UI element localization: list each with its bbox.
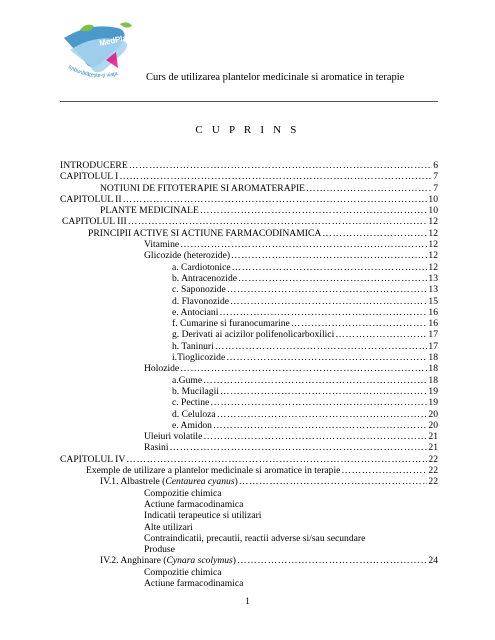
toc-entry-page: 20	[428, 419, 438, 431]
toc-entry[interactable]	[60, 194, 438, 205]
toc-entry[interactable]	[60, 465, 438, 476]
toc-entry-label: Uleiuri volatile	[144, 431, 203, 443]
toc-heading: C U P R I N S	[195, 124, 300, 136]
toc-entry-label: CAPITOLUL IV	[60, 453, 126, 465]
toc-entry-label: g. Derivati ai acizilor polifenolicarboxilici	[172, 329, 335, 341]
toc-subentry[interactable]: Compozitie chimica	[144, 566, 222, 578]
toc-entry[interactable]	[60, 476, 438, 487]
toc-entry-page: 6	[433, 160, 438, 171]
toc-entry-page: 22	[428, 476, 438, 488]
toc-leader	[217, 409, 428, 420]
toc-entry-label: Exemple de utilizare a plantelor medicinale si aromatice in terapie	[86, 465, 341, 477]
toc-entry-page: 13	[428, 284, 438, 296]
toc-leader	[238, 273, 427, 284]
toc-entry-label: c. Saponozide	[172, 284, 226, 296]
toc-entry[interactable]	[60, 386, 438, 397]
toc-entry-label: d. Celuloza	[172, 408, 216, 420]
toc-entry-label: d. Flavonozide	[172, 295, 230, 307]
toc-leader	[227, 284, 428, 295]
toc-entry-page: 18	[428, 374, 438, 386]
toc-entry-page: 18	[428, 363, 438, 375]
toc-entry[interactable]	[60, 318, 438, 329]
toc-entry-label: e. Antociani	[172, 306, 219, 318]
toc-entry[interactable]	[60, 239, 438, 250]
toc-entry-label: e. Amidon	[172, 419, 212, 431]
toc-entry-label: Glicozide (heterozide)	[144, 250, 231, 262]
toc-entry-page: 7	[433, 182, 438, 194]
toc-entry-page: 20	[428, 408, 438, 420]
toc-entry[interactable]	[60, 262, 438, 273]
toc-entry-label: CAPITOLUL II	[60, 193, 122, 205]
toc-leader	[232, 262, 428, 273]
toc-entry-label: a. Cardiotonice	[172, 261, 231, 273]
toc-subentry[interactable]: Actiune farmacodinamica	[144, 498, 244, 510]
toc-entry-page: 10	[428, 205, 438, 217]
toc-leader	[180, 239, 427, 250]
toc-subentry[interactable]: Produse	[144, 544, 175, 556]
toc-entry-label: CAPITOLUL I	[60, 171, 119, 183]
toc-entry-label: PLANTE MEDICINALE	[100, 205, 199, 217]
toc-entry-page: 12	[428, 216, 438, 228]
toc-entry-label: NOTIUNI DE FITOTERAPIE SI AROMATERAPIE	[100, 182, 306, 194]
toc-entry[interactable]	[60, 454, 438, 465]
toc-entry-label: i.Tioglicozide	[172, 352, 226, 364]
toc-subentry[interactable]: Contraindicatii, precautii, reactii adverse si/sau secundare	[144, 532, 366, 544]
table-of-contents	[60, 160, 438, 589]
toc-leader	[231, 250, 427, 261]
toc-leader	[123, 194, 428, 205]
toc-entry-page: 21	[428, 442, 438, 454]
toc-entry-label: PRINCIPII ACTIVE SI ACTIUNE FARMACODINAMICA	[88, 227, 322, 239]
toc-entry[interactable]	[60, 183, 438, 194]
toc-leader	[335, 329, 427, 340]
toc-entry[interactable]	[60, 555, 438, 566]
toc-leader	[126, 454, 427, 465]
toc-leader	[128, 216, 428, 227]
toc-entry-page: 15	[428, 295, 438, 307]
toc-leader	[341, 465, 427, 476]
toc-entry-label: c. Pectine	[172, 397, 210, 409]
toc-entry-page: 22	[428, 465, 438, 477]
toc-entry-page: 16	[428, 306, 438, 318]
toc-entry[interactable]	[60, 250, 438, 261]
toc-leader	[213, 420, 427, 431]
toc-leader	[203, 375, 427, 386]
toc-entry[interactable]	[60, 205, 438, 216]
toc-entry-page: 17	[428, 329, 438, 341]
toc-entry-label: INTRODUCERE	[60, 160, 128, 171]
toc-entry-label: h. Taninuri	[172, 340, 214, 352]
toc-leader	[180, 363, 427, 374]
toc-leader	[203, 431, 427, 442]
toc-leader	[119, 171, 432, 182]
toc-leader	[170, 442, 428, 453]
toc-subentry[interactable]: Compozitie chimica	[144, 487, 222, 499]
toc-entry[interactable]	[60, 397, 438, 408]
toc-entry-label: Rasini	[144, 442, 169, 454]
toc-entry[interactable]	[60, 431, 438, 442]
toc-leader	[237, 555, 427, 566]
toc-entry[interactable]	[60, 307, 438, 318]
toc-entry-page: 19	[428, 385, 438, 397]
toc-leader	[322, 228, 427, 239]
toc-entry-page: 12	[428, 227, 438, 239]
toc-leader	[239, 476, 428, 487]
toc-subentry[interactable]: Actiune farmacodinamica	[144, 577, 244, 589]
toc-leader	[215, 341, 428, 352]
toc-entry-label: Holozide	[144, 363, 180, 375]
toc-leader	[220, 386, 428, 397]
course-title: Curs de utilizarea plantelor medicinale si aromatice in terapie	[146, 72, 405, 83]
toc-entry-label: Vitamine	[144, 239, 180, 251]
toc-entry-page: 17	[428, 340, 438, 352]
toc-subentry[interactable]: Indicatii terapeutice si utilizari	[144, 510, 262, 522]
toc-leader	[226, 352, 427, 363]
toc-entry[interactable]	[60, 228, 438, 239]
toc-entry[interactable]	[60, 442, 438, 453]
toc-entry-page: 22	[428, 453, 438, 465]
logo-slogan: Imbunătăţeşte-ţi viaţa	[67, 64, 119, 80]
toc-leader	[230, 296, 427, 307]
toc-leader	[129, 160, 433, 171]
toc-entry[interactable]	[60, 329, 438, 340]
toc-entry[interactable]	[60, 420, 438, 431]
toc-entry[interactable]	[60, 160, 438, 171]
toc-entry[interactable]	[60, 284, 438, 295]
toc-entry-page: 12	[428, 239, 438, 251]
toc-entry-page: 24	[428, 555, 438, 567]
toc-entry-label: IV.1. Albastrele (Centaurea cyanus)	[100, 476, 238, 488]
toc-leader	[200, 205, 428, 216]
toc-entry[interactable]	[60, 171, 438, 182]
toc-leader	[291, 318, 428, 329]
page-number: 1	[245, 596, 250, 607]
toc-entry-page: 7	[433, 171, 438, 183]
toc-entry[interactable]	[60, 375, 438, 386]
toc-entry-label: CAPITOLUL III	[62, 216, 127, 228]
toc-entry[interactable]	[60, 341, 438, 352]
toc-entry[interactable]	[60, 216, 438, 227]
toc-entry-label: b. Mucilagii	[172, 385, 219, 397]
toc-entry[interactable]	[60, 363, 438, 374]
toc-entry-label: a.Gume	[172, 374, 203, 386]
toc-entry-page: 13	[428, 272, 438, 284]
medplanet-logo	[60, 20, 150, 88]
toc-entry-page: 10	[428, 193, 438, 205]
toc-entry-label: b. Antracenozide	[172, 272, 237, 284]
toc-leader	[306, 183, 432, 194]
toc-entry-page: 12	[428, 250, 438, 262]
header-divider	[60, 101, 438, 102]
svg-text:MedPlaNet: MedPlaNet	[98, 30, 141, 48]
toc-entry-label: f. Cumarine si furanocumarine	[172, 318, 290, 330]
toc-entry[interactable]	[60, 409, 438, 420]
toc-entry-page: 16	[428, 318, 438, 330]
toc-leader	[210, 397, 427, 408]
toc-entry-page: 12	[428, 261, 438, 273]
toc-entry-page: 19	[428, 397, 438, 409]
toc-subentry[interactable]: Alte utilizari	[144, 521, 193, 533]
toc-entry[interactable]	[60, 352, 438, 363]
toc-entry-label: IV.2. Anghinare (Cynara scolymus)	[100, 555, 236, 567]
toc-entry[interactable]	[60, 273, 438, 284]
toc-entry[interactable]	[60, 296, 438, 307]
toc-entry-page: 21	[428, 431, 438, 443]
toc-leader	[219, 307, 427, 318]
toc-entry-page: 18	[428, 352, 438, 364]
